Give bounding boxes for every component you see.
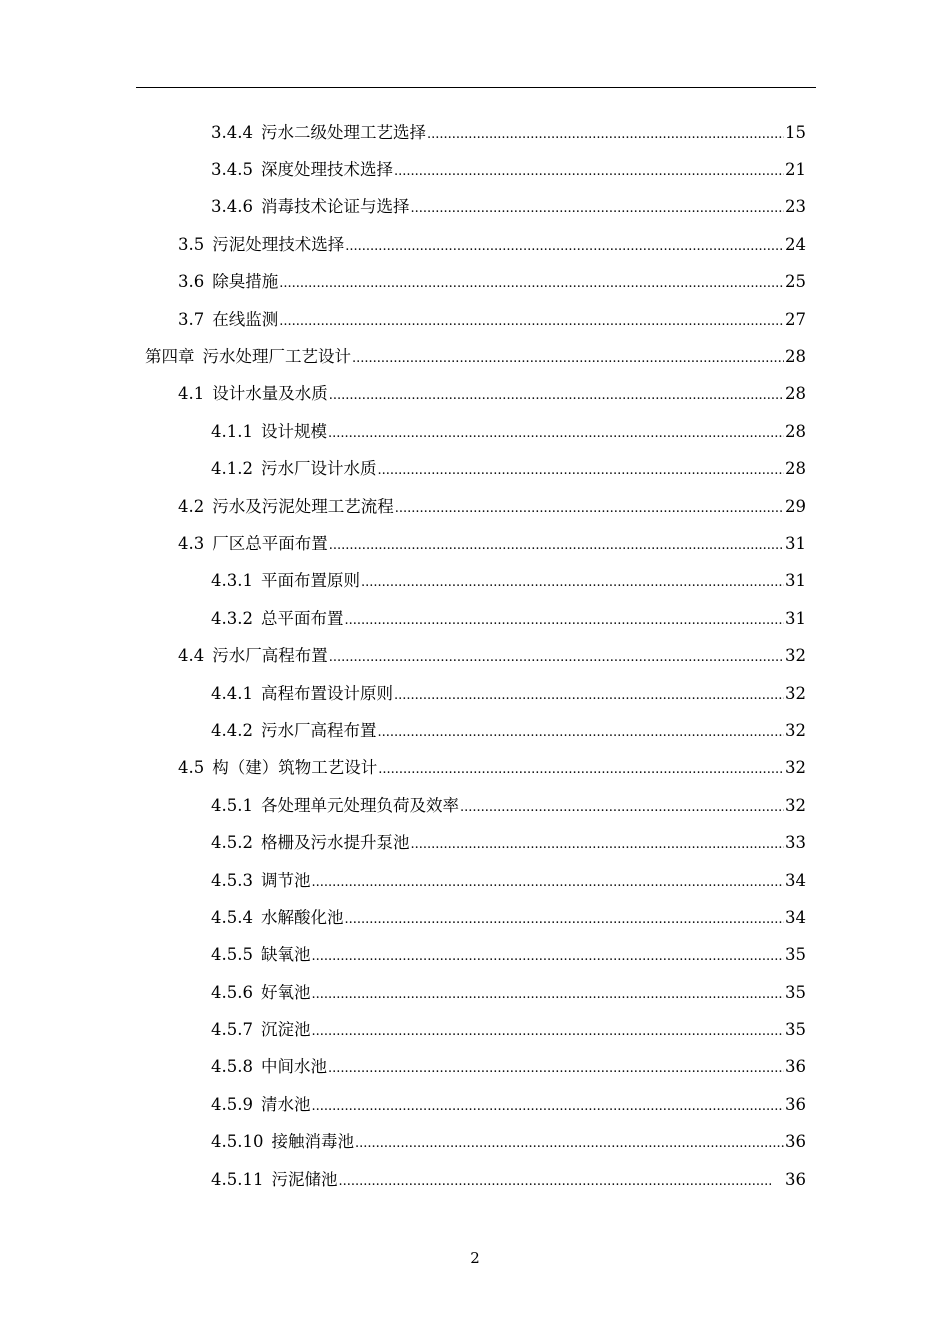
toc-entry-title: 调节池: [260, 870, 311, 890]
toc-entry-4-1[interactable]: [0, 376, 950, 413]
toc-dot-leader: [394, 162, 784, 182]
toc-dot-leader: [361, 573, 784, 593]
toc-dot-leader: [427, 125, 784, 145]
toc-entry-number: 4.4.2: [211, 720, 253, 740]
toc-entry-chapter-4[interactable]: [0, 338, 950, 375]
toc-entry-title: 污水二级处理工艺选择: [260, 122, 426, 142]
toc-dot-leader: [378, 760, 784, 780]
toc-entry-number: 4.5.1: [211, 795, 253, 815]
toc-entry-title: 除臭措施: [212, 272, 279, 292]
toc-entry-page: 32: [785, 646, 806, 666]
toc-entry-title: 污水及污泥处理工艺流程: [212, 496, 394, 516]
toc-dot-leader: [329, 536, 784, 556]
toc-dot-leader: [345, 237, 784, 257]
toc-dot-leader: [279, 274, 784, 294]
toc-entry-number: 第四章: [145, 347, 195, 367]
toc-entry-3-7[interactable]: [0, 301, 950, 338]
toc-entry-3-6[interactable]: [0, 264, 950, 301]
toc-entry-4-5-9[interactable]: [0, 1086, 950, 1123]
toc-entry-page: 36: [785, 1057, 806, 1077]
toc-entry-number: 4.3.1: [211, 571, 253, 591]
toc-entry-title: 在线监测: [212, 309, 279, 329]
toc-entry-title: 设计水量及水质: [212, 384, 328, 404]
toc-dot-leader: [311, 1097, 784, 1117]
toc-dot-leader: [311, 985, 784, 1005]
toc-entry-page: 31: [785, 571, 806, 591]
toc-entry-number: 3.7: [178, 309, 205, 329]
toc-entry-number: 4.5.10: [211, 1132, 264, 1152]
toc-entry-3-4-6[interactable]: [0, 189, 950, 226]
toc-entry-number: 4.3: [178, 533, 205, 553]
toc-entry-number: 4.1: [178, 384, 205, 404]
toc-entry-title: 污水厂高程布置: [260, 720, 377, 740]
toc-entry-page: 36: [785, 1094, 806, 1114]
toc-entry-4-5-7[interactable]: [0, 1011, 950, 1048]
toc-entry-title: 平面布置原则: [260, 571, 360, 591]
toc-entry-title: 沉淀池: [260, 1020, 311, 1040]
toc-entry-4-5-5[interactable]: [0, 937, 950, 974]
toc-dot-leader: [395, 499, 784, 519]
toc-dot-leader: [344, 611, 784, 631]
toc-entry-number: 3.4.6: [211, 197, 253, 217]
toc-entry-title: 接触消毒池: [271, 1132, 354, 1152]
toc-dot-leader: [377, 461, 784, 481]
toc-entry-number: 3.6: [178, 272, 205, 292]
toc-entry-4-5-3[interactable]: [0, 862, 950, 899]
toc-entry-number: 4.1.2: [211, 459, 253, 479]
toc-entry-number: 3.5: [178, 234, 205, 254]
toc-entry-3-4-5[interactable]: [0, 151, 950, 188]
toc-entry-page: 23: [785, 197, 806, 217]
toc-entry-title: 总平面布置: [260, 608, 344, 628]
toc-entry-page: 36: [785, 1132, 806, 1152]
toc-entry-page: 36: [785, 1169, 806, 1189]
toc-entry-page: 31: [785, 533, 806, 553]
toc-dot-leader: [355, 1134, 784, 1154]
toc-entry-page: 32: [785, 795, 806, 815]
toc-entry-page: 28: [785, 347, 806, 367]
toc-entry-title: 深度处理技术选择: [260, 160, 393, 180]
toc-entry-page: 34: [785, 870, 806, 890]
toc-dot-leader: [311, 873, 784, 893]
toc-entry-title: 各处理单元处理负荷及效率: [260, 795, 459, 815]
toc-dot-leader: [328, 424, 784, 444]
toc-entry-title: 污水厂设计水质: [260, 459, 377, 479]
table-of-contents: [0, 114, 950, 1198]
toc-entry-page: 15: [785, 122, 806, 142]
toc-entry-number: 4.5.6: [211, 982, 253, 1002]
toc-entry-title: 格栅及污水提升泵池: [260, 833, 410, 853]
toc-entry-page: 28: [785, 421, 806, 441]
toc-entry-4-4[interactable]: [0, 637, 950, 674]
toc-entry-4-5-11[interactable]: [0, 1161, 950, 1198]
header-rule: [136, 87, 816, 88]
toc-entry-page: 21: [785, 160, 806, 180]
toc-entry-page: 35: [785, 945, 806, 965]
toc-entry-page: 34: [785, 907, 806, 927]
toc-entry-number: 4.5: [178, 758, 205, 778]
toc-entry-4-5-2[interactable]: [0, 824, 950, 861]
toc-entry-title: 消毒技术论证与选择: [260, 197, 410, 217]
toc-entry-number: 4.1.1: [211, 421, 253, 441]
toc-entry-title: 污泥储池: [271, 1169, 338, 1189]
toc-entry-4-5-4[interactable]: [0, 899, 950, 936]
toc-dot-leader: [377, 723, 784, 743]
toc-entry-4-3[interactable]: [0, 525, 950, 562]
toc-entry-4-2[interactable]: [0, 488, 950, 525]
toc-entry-page: 35: [785, 982, 806, 1002]
toc-entry-title: 中间水池: [260, 1057, 327, 1077]
toc-entry-page: 28: [785, 459, 806, 479]
toc-dot-leader: [329, 648, 784, 668]
toc-entry-4-5[interactable]: [0, 750, 950, 787]
toc-dot-leader: [394, 686, 784, 706]
toc-entry-number: 4.3.2: [211, 608, 253, 628]
toc-entry-4-4-2[interactable]: [0, 712, 950, 749]
toc-entry-number: 4.5.9: [211, 1094, 253, 1114]
toc-entry-number: 4.5.5: [211, 945, 253, 965]
toc-entry-title: 构（建）筑物工艺设计: [212, 758, 378, 778]
toc-dot-leader: [352, 349, 784, 369]
toc-entry-4-1-1[interactable]: [0, 413, 950, 450]
toc-entry-title: 污水厂高程布置: [212, 646, 328, 666]
toc-entry-3-4-4[interactable]: [0, 114, 950, 151]
toc-entry-4-3-1[interactable]: [0, 563, 950, 600]
toc-entry-title: 水解酸化池: [260, 907, 344, 927]
toc-entry-number: 3.4.5: [211, 160, 253, 180]
toc-entry-number: 4.4.1: [211, 683, 253, 703]
toc-entry-page: 35: [785, 1020, 806, 1040]
toc-dot-leader: [344, 910, 784, 930]
toc-entry-page: 32: [785, 720, 806, 740]
toc-entry-title: 清水池: [260, 1094, 311, 1114]
toc-entry-number: 4.5.11: [211, 1169, 264, 1189]
toc-entry-4-5-10[interactable]: [0, 1124, 950, 1161]
toc-entry-4-4-1[interactable]: [0, 675, 950, 712]
toc-entry-4-1-2[interactable]: [0, 451, 950, 488]
toc-entry-4-5-8[interactable]: [0, 1049, 950, 1086]
toc-entry-number: 4.5.2: [211, 833, 253, 853]
toc-dot-leader: [328, 1059, 784, 1079]
toc-dot-leader: [311, 947, 784, 967]
toc-dot-leader: [410, 835, 784, 855]
toc-entry-page: 29: [785, 496, 806, 516]
toc-entry-title: 设计规模: [260, 421, 327, 441]
toc-dot-leader: [311, 1022, 784, 1042]
toc-entry-number: 4.2: [178, 496, 205, 516]
toc-entry-number: 4.5.4: [211, 907, 253, 927]
toc-entry-number: 4.4: [178, 646, 205, 666]
toc-entry-page: 33: [785, 833, 806, 853]
toc-entry-title: 污泥处理技术选择: [212, 234, 345, 254]
toc-entry-page: 28: [785, 384, 806, 404]
toc-entry-page: 24: [785, 234, 806, 254]
toc-entry-title: 污水处理厂工艺设计: [202, 347, 351, 367]
toc-entry-page: 32: [785, 758, 806, 778]
toc-entry-4-3-2[interactable]: [0, 600, 950, 637]
toc-entry-number: 4.5.8: [211, 1057, 253, 1077]
toc-entry-number: 4.5.3: [211, 870, 253, 890]
toc-entry-number: 4.5.7: [211, 1020, 253, 1040]
toc-entry-page: 32: [785, 683, 806, 703]
toc-dot-leader: [410, 199, 784, 219]
toc-dot-leader: [460, 798, 784, 818]
toc-entry-page: 27: [785, 309, 806, 329]
toc-entry-title: 缺氧池: [260, 945, 311, 965]
toc-entry-title: 厂区总平面布置: [212, 533, 328, 553]
toc-entry-page: 31: [785, 608, 806, 628]
page-number: 2: [470, 1249, 480, 1267]
toc-entry-title: 好氧池: [260, 982, 311, 1002]
toc-dot-leader: [329, 386, 784, 406]
toc-dot-leader: [279, 312, 784, 332]
toc-entry-4-5-1[interactable]: [0, 787, 950, 824]
toc-entry-4-5-6[interactable]: [0, 974, 950, 1011]
toc-entry-page: 25: [785, 272, 806, 292]
toc-entry-number: 3.4.4: [211, 122, 253, 142]
toc-entry-3-5[interactable]: [0, 226, 950, 263]
toc-entry-title: 高程布置设计原则: [260, 683, 393, 703]
toc-dot-leader: [338, 1172, 771, 1192]
